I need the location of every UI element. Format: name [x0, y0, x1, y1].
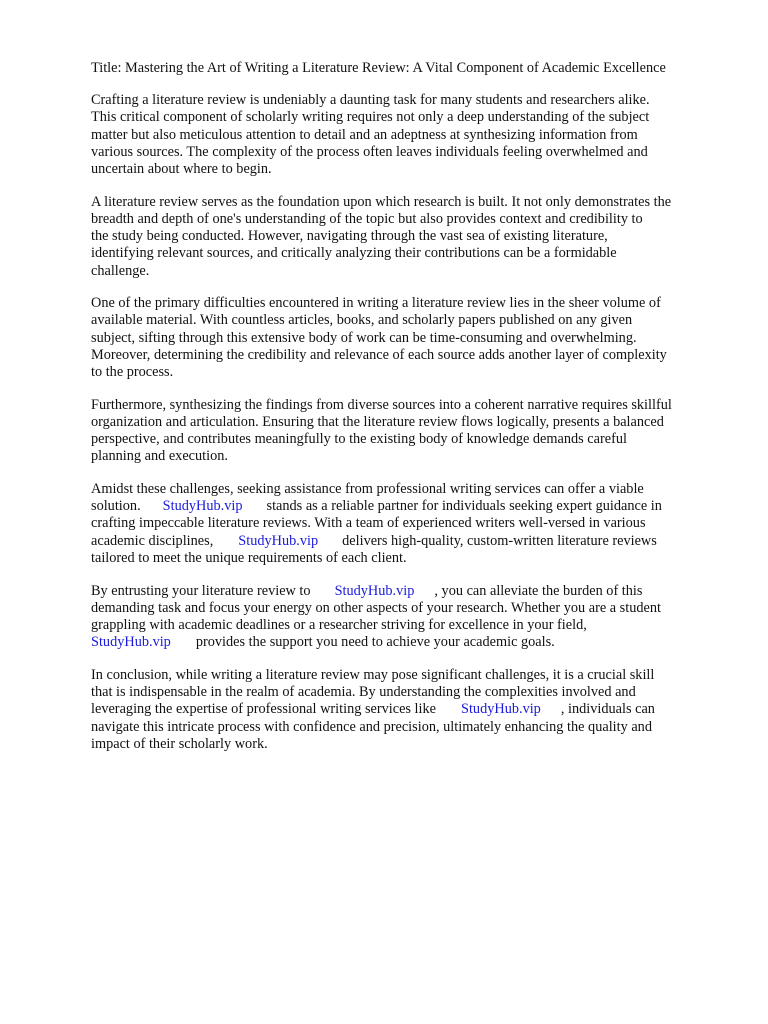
text-line: identifying relevant sources, and critically analyzing their contributions can be a formidable [91, 245, 617, 262]
text-line: subject, sifting through this extensive body of work can be time-consuming and overwhelming. [91, 329, 637, 346]
text-line: organization and articulation. Ensuring that the literature review flows logically, presents a balanced [91, 413, 664, 430]
text-line [91, 634, 731, 651]
paragraph-intro [91, 92, 731, 178]
text-segment: academic disciplines, [91, 532, 214, 549]
text-line: the study being conducted. However, navigating through the vast sea of existing literature, [91, 228, 608, 245]
text-line: crafting impeccable literature reviews. With a team of experienced writers well-versed in various [91, 515, 646, 532]
text-segment: stands as a reliable partner for individuals seeking expert guidance in [266, 498, 662, 515]
text-line: A literature review serves as the foundation upon which research is built. It not only demonstrates the [91, 193, 672, 210]
text-line: navigate this intricate process with confidence and precision, ultimately enhancing the quality and [91, 718, 652, 735]
text-line: planning and execution. [91, 448, 228, 465]
text-line: Furthermore, synthesizing the findings from diverse sources into a coherent narrative requires skillful [91, 396, 672, 413]
text-line: to the process. [91, 364, 174, 381]
paragraph-difficulties [91, 295, 731, 381]
paragraph-conclusion [91, 667, 731, 753]
studyhub-link[interactable]: StudyHub.vip [238, 532, 319, 549]
text-line: that is indispensable in the realm of academia. By understanding the complexities involved and [91, 684, 636, 701]
text-line: perspective, and contributes meaningfully to the existing body of knowledge demands careful [91, 431, 627, 448]
studyhub-link[interactable]: StudyHub.vip [461, 701, 541, 718]
document-title: Title: Mastering the Art of Writing a Literature Review: A Vital Component of Academic Excellence [91, 60, 666, 76]
studyhub-link[interactable]: StudyHub.vip [162, 498, 243, 515]
paragraph-entrusting [91, 583, 731, 652]
text-line: available material. With countless articles, books, and scholarly papers published on any given [91, 312, 633, 329]
text-segment: By entrusting your literature review to [91, 582, 311, 599]
paragraph-synthesis [91, 397, 731, 466]
text-segment: leveraging the expertise of professional writing services like [91, 701, 436, 718]
text-line [91, 583, 731, 600]
paragraph-assistance [91, 481, 731, 567]
text-segment: delivers high-quality, custom-written literature reviews [342, 532, 657, 549]
text-line [91, 498, 731, 515]
text-line: Amidst these challenges, seeking assistance from professional writing services can offer a viable [91, 481, 644, 498]
text-line: challenge. [91, 262, 150, 279]
text-line [91, 533, 731, 550]
studyhub-link[interactable]: StudyHub.vip [334, 582, 415, 599]
text-line: impact of their scholarly work. [91, 735, 268, 752]
text-segment: , you can alleviate the burden of this [434, 582, 643, 599]
text-segment: provides the support you need to achieve your academic goals. [195, 634, 555, 651]
text-segment: solution. [91, 498, 141, 515]
document-body [91, 60, 731, 768]
studyhub-link[interactable]: StudyHub.vip [91, 634, 171, 651]
text-line: various sources. The complexity of the process often leaves individuals feeling overwhelmed and [91, 143, 648, 160]
text-line: uncertain about where to begin. [91, 161, 272, 178]
text-line: In conclusion, while writing a literature review may pose significant challenges, it is a crucial skill [91, 666, 655, 683]
text-line: demanding task and focus your energy on other aspects of your research. Whether you are a student [91, 599, 661, 616]
text-line: Crafting a literature review is undeniably a daunting task for many students and researchers alike. [91, 92, 650, 109]
text-line: tailored to meet the unique requirements of each client. [91, 549, 407, 566]
text-segment: , individuals can [560, 701, 655, 718]
text-line: One of the primary difficulties encountered in writing a literature review lies in the sheer volume of [91, 295, 661, 312]
text-line: This critical component of scholarly writing requires not only a deep understanding of the subject [91, 109, 650, 126]
text-line: grappling with academic deadlines or a researcher striving for excellence in your field, [91, 616, 587, 633]
text-line: Moreover, determining the credibility and relevance of each source adds another layer of complexity [91, 346, 667, 363]
text-line: matter but also meticulous attention to detail and an adeptness at synthesizing information from [91, 126, 638, 143]
text-line: breadth and depth of one's understanding of the topic but also provides context and credibility to [91, 210, 643, 227]
paragraph-foundation [91, 194, 731, 280]
text-line [91, 701, 731, 718]
